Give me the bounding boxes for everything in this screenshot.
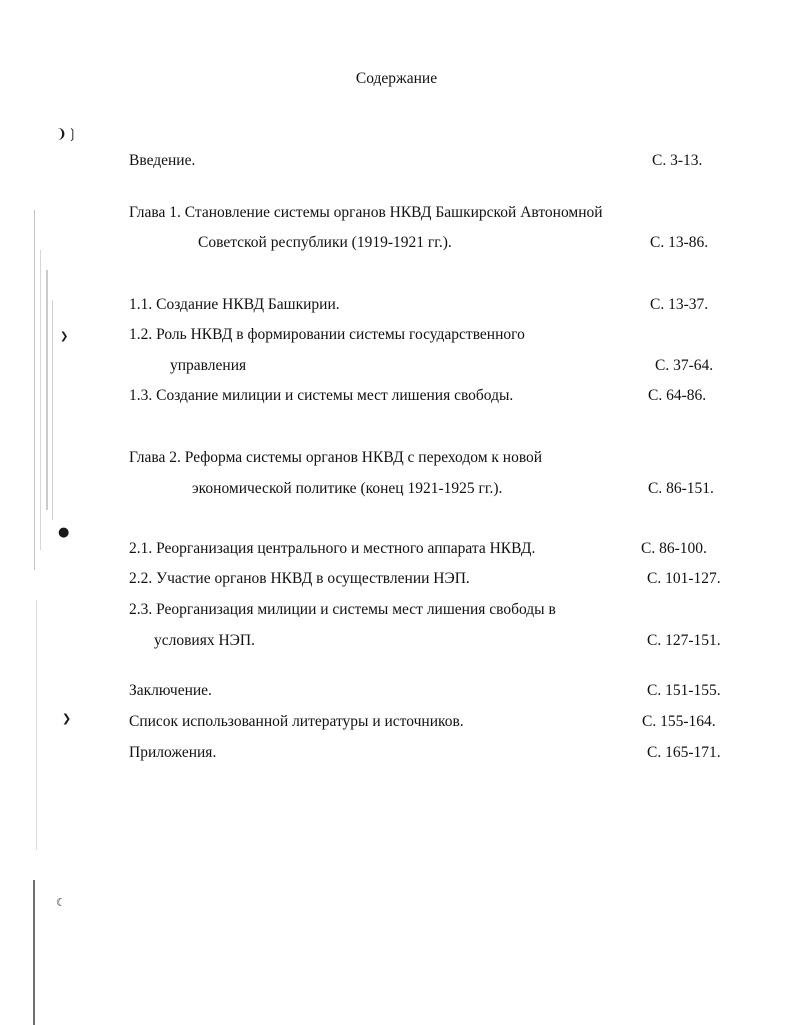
toc-chapter-2-pages: С. 86-151. [648,480,714,497]
scan-mark: ☾ [56,896,66,909]
toc-conclusion-pages: С. 151-155. [647,682,721,699]
toc-section-2-2-label: 2.2. Участие органов НКВД в осуществлении НЭП. [129,570,470,587]
toc-appendix-label: Приложения. [129,744,217,761]
scan-artifact-line [40,250,41,550]
toc-chapter-1-pages: С. 13-86. [650,234,709,251]
scan-mark: ❩❳ [56,127,78,142]
toc-entry-intro-pages: С. 3-13. [652,152,703,169]
toc-chapter-2-line2: экономической политике (конец 1921-1925 гг.). [192,480,503,497]
scan-artifact-line [46,270,48,510]
toc-section-2-2-pages: С. 101-127. [647,570,721,587]
toc-chapter-2-line1: Глава 2. Реформа системы органов НКВД с переходом к новой [129,449,543,466]
toc-section-1-3-pages: С. 64-86. [648,387,707,404]
toc-entry-intro-label: Введение. [129,152,196,169]
toc-bibliography-label: Список использованной литературы и источников. [129,713,464,730]
toc-section-1-1-pages: С. 13-37. [650,296,709,313]
toc-chapter-1-line1: Глава 1. Становление системы органов НКВД Башкирской Автономной [129,204,603,221]
toc-section-1-1-label: 1.1. Создание НКВД Башкирии. [129,296,340,313]
toc-section-2-3-pages: С. 127-151. [647,632,721,649]
toc-section-2-3-line1: 2.3. Реорганизация милиции и системы мест лишения свободы в [129,601,556,618]
scan-mark: ● [58,525,70,540]
toc-section-2-1-pages: С. 86-100. [641,540,707,557]
toc-section-1-2-line1: 1.2. Роль НКВД в формировании системы государственного [129,326,525,343]
page-title: Содержание [355,70,438,87]
toc-conclusion-label: Заключение. [129,682,212,699]
toc-section-2-3-line2: условиях НЭП. [154,632,255,649]
toc-appendix-pages: С. 165-171. [647,744,721,761]
toc-bibliography-pages: С. 155-164. [642,713,716,730]
toc-section-1-3-label: 1.3. Создание милиции и системы мест лишения свободы. [129,387,514,404]
toc-section-1-2-pages: С. 37-64. [655,357,714,374]
scan-mark: ❯ [60,331,69,342]
scan-mark: ❯ [62,712,72,725]
toc-section-2-1-label: 2.1. Реорганизация центрального и местного аппарата НКВД. [129,540,536,557]
scan-artifact-line [34,210,35,570]
toc-chapter-1-line2: Советской республики (1919-1921 гг.). [198,234,452,251]
scan-artifact-line [36,600,37,850]
scan-artifact-line [33,880,35,1025]
scan-artifact-line [52,300,53,520]
toc-section-1-2-line2: управления [170,357,247,374]
